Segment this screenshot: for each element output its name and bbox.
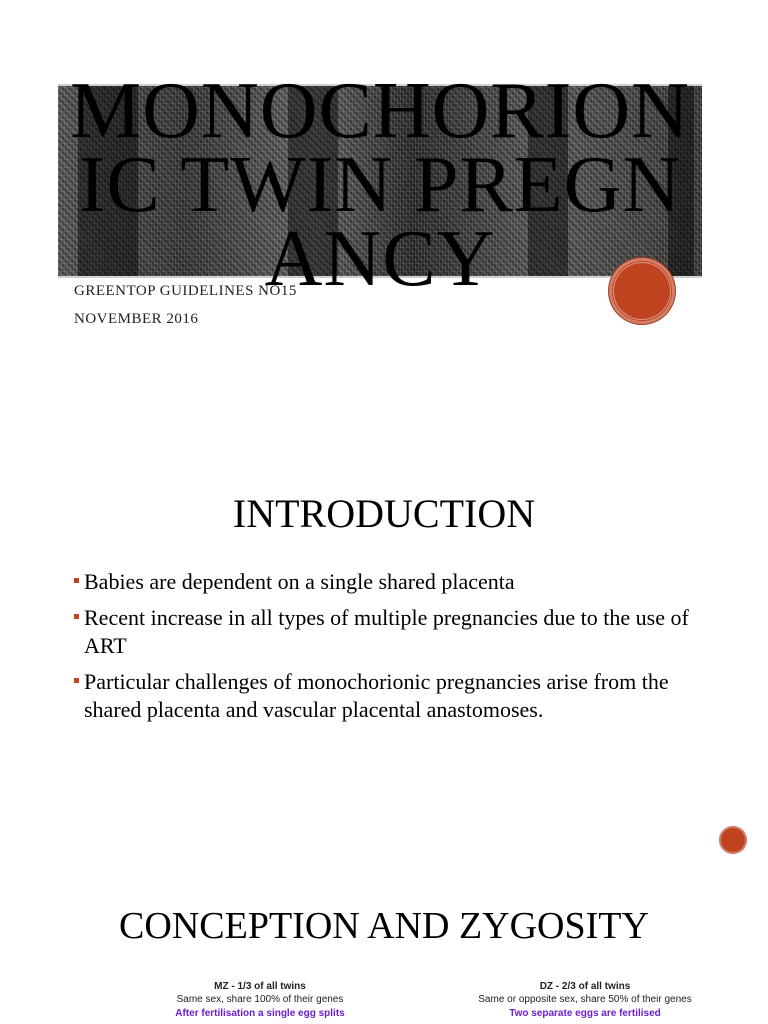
slide-title: MONOCHORIONIC TWIN PREGNANCY (70, 67, 690, 303)
title-slide (0, 0, 768, 400)
bullet-text: Babies are dependent on a single shared placenta (84, 569, 515, 594)
bullet-square-icon (74, 678, 79, 683)
introduction-bullet-list (72, 568, 712, 732)
dz-subtext: Same or opposite sex, share 50% of their genes (478, 994, 692, 1005)
subtitle-date: NOVEMBER 2016 (74, 311, 199, 327)
bullet-square-icon (74, 578, 79, 583)
bullet-text: Recent increase in all types of multiple pregnancies due to the use of ART (84, 605, 689, 658)
mz-subtext: Same sex, share 100% of their genes (176, 994, 344, 1005)
dz-heading: DZ - 2/3 of all twins (539, 981, 631, 992)
bullet-item (72, 668, 712, 724)
dz-highlight: Two separate eggs are fertilised (509, 1008, 661, 1019)
conception-heading: CONCEPTION AND ZYGOSITY (119, 905, 649, 947)
accent-circle-icon (609, 258, 675, 324)
bullet-square-icon (74, 614, 79, 619)
dz-twins-column (460, 980, 710, 1021)
mz-twins-column (150, 980, 370, 1021)
mz-heading: MZ - 1/3 of all twins (214, 981, 306, 992)
accent-circle-small-icon (719, 826, 747, 854)
bullet-item (72, 604, 712, 660)
bullet-text: Particular challenges of monochorionic pregnancies arise from the shared placenta and vascular placental anastomoses. (84, 669, 669, 722)
bullet-item (72, 568, 712, 596)
introduction-heading: INTRODUCTION (232, 491, 536, 536)
subtitle-guideline: GREENTOP GUIDELINES NO15 (74, 283, 297, 299)
mz-highlight: After fertilisation a single egg splits (175, 1008, 345, 1019)
